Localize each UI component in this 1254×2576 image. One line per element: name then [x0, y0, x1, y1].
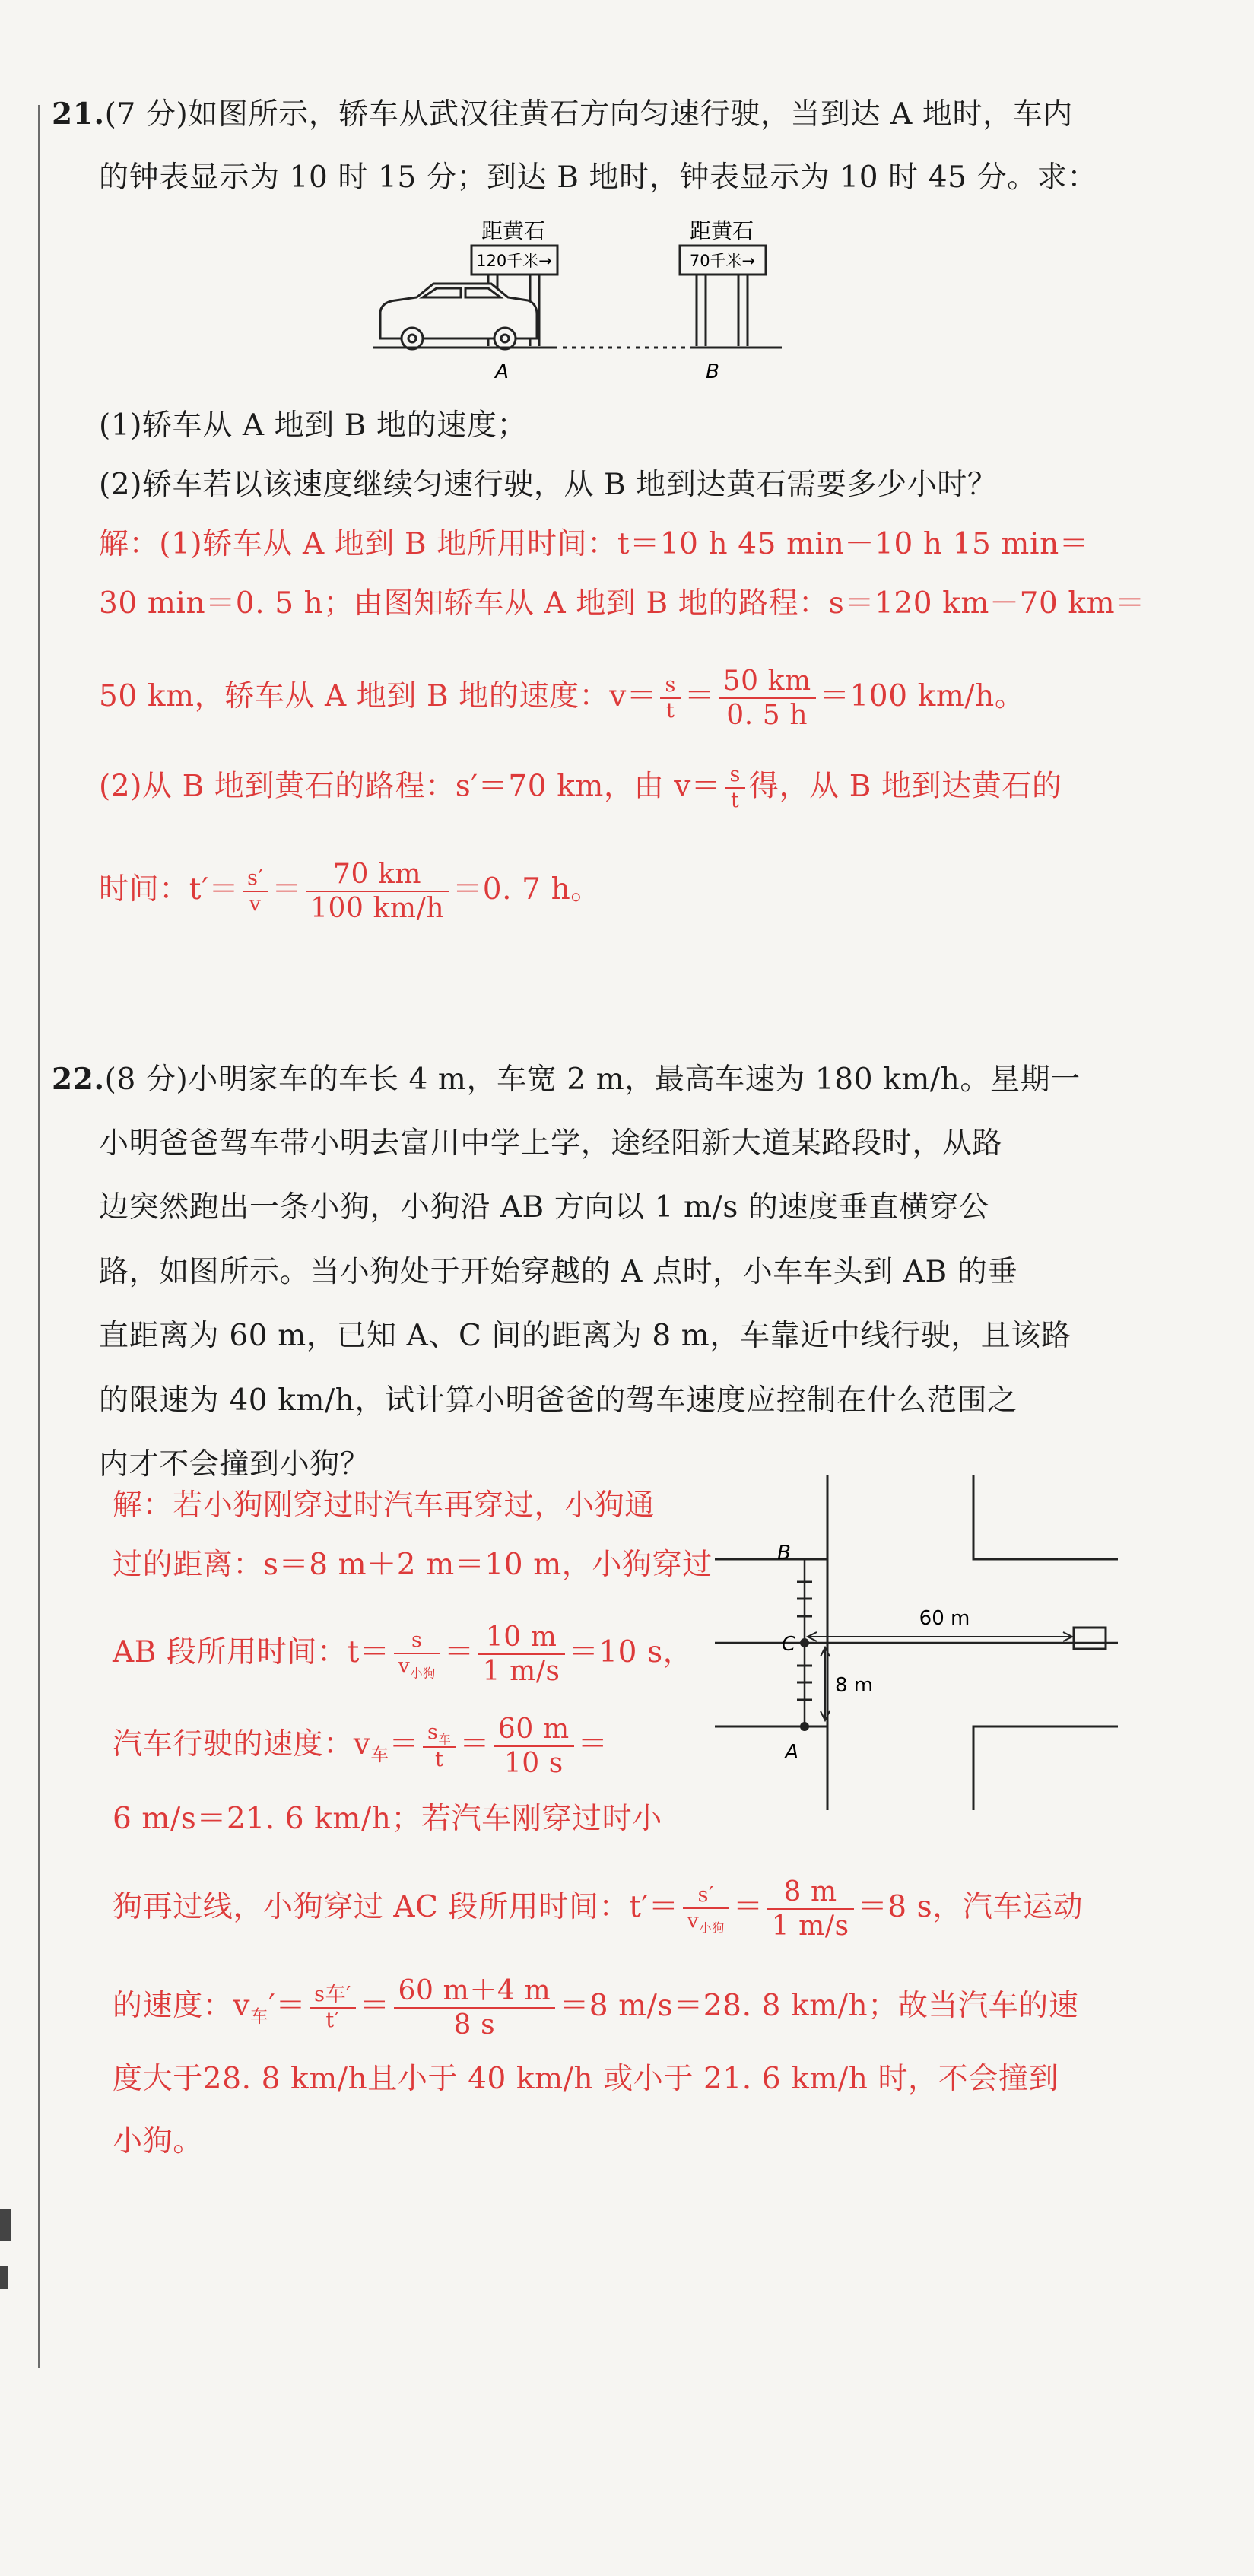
- q21-sub-1: (1)轿车从 A 地到 B 地的速度；: [99, 408, 528, 443]
- q22-line-6: 的限速为 40 km/h，试计算小明爸爸的驾车速度应控制在什么范围之: [99, 1383, 1017, 1418]
- label-b: B: [706, 361, 719, 383]
- denominator: v: [249, 892, 262, 916]
- sol-text: ＝0. 7 h。: [452, 872, 601, 907]
- numerator: 10 m: [478, 1621, 565, 1655]
- denominator: 8 s: [453, 2009, 496, 2041]
- fraction: [767, 1876, 854, 1942]
- denominator: t: [665, 699, 675, 723]
- sol-text: ＝8 m/s＝28. 8 km/h；故当汽车的速: [559, 1989, 1079, 2024]
- denominator: [394, 1654, 440, 1681]
- label-a: A: [495, 361, 509, 383]
- sol-text: ＝: [459, 1727, 490, 1762]
- q22-number: 22.: [52, 1062, 105, 1097]
- sign1-value: 120千米→: [476, 252, 552, 270]
- fraction: [719, 665, 816, 732]
- point-a: [800, 1722, 809, 1731]
- fraction: [243, 866, 268, 917]
- fraction: [394, 1628, 440, 1681]
- edge-mark: [0, 2209, 11, 2241]
- q21-sol-2: 30 min＝0. 5 h；由图知轿车从 A 地到 B 地的路程：s＝120 km－70 km＝: [99, 586, 1145, 621]
- sol-text: (2)从 B 地到黄石的路程：s′＝70 km，由 v＝: [99, 769, 722, 804]
- q22-sol-5: 6 m/s＝21. 6 km/h；若汽车刚穿过时小: [113, 1802, 662, 1836]
- sol-text: ＝8 s，汽车运动: [857, 1890, 1084, 1925]
- q22-sol-7: [113, 1974, 1078, 2041]
- q21-sub-2: (2)轿车若以该速度继续匀速行驶，从 B 地到达黄石需要多少小时？: [99, 468, 998, 502]
- sol-text: ＝: [389, 1727, 420, 1762]
- margin-line: [38, 105, 40, 2368]
- q22-line-7: 内才不会撞到小狗？: [99, 1447, 370, 1482]
- label-a: A: [785, 1741, 798, 1764]
- q22-sol-8: 度大于28. 8 km/h且小于 40 km/h 或小于 21. 6 km/h 时，不会撞到: [113, 2062, 1059, 2096]
- q21-sol-3: [99, 665, 1024, 732]
- q21-stem-1: (7 分)如图所示，轿车从武汉往黄石方向匀速行驶，当到达 A 地时，车内: [104, 97, 1073, 132]
- sign2-title: 距黄石: [689, 218, 754, 243]
- numerator: s′: [243, 866, 268, 892]
- sol-text: ＝: [732, 1890, 764, 1925]
- q22-sol-6: [113, 1876, 1083, 1942]
- denominator: [683, 1909, 729, 1936]
- q22-sol-2: 过的距离：s＝8 m＋2 m＝10 m，小狗穿过: [113, 1548, 713, 1582]
- q21-figure: [373, 217, 814, 388]
- numerator: 8 m: [767, 1876, 854, 1910]
- numerator: [423, 1720, 456, 1749]
- q22-line-4: 路，如图所示。当小狗处于开始穿越的 A 点时，小车车头到 AB 的垂: [99, 1255, 1017, 1289]
- sol-sub: 车: [370, 1743, 389, 1765]
- sol-sub: 车: [250, 2005, 269, 2027]
- sign1-title: 距黄石: [481, 218, 546, 243]
- edge-mark: [0, 2266, 8, 2289]
- dist-60: 60 m: [919, 1607, 970, 1630]
- q22-sol-1: 解：若小狗刚穿过时汽车再穿过，小狗通: [113, 1488, 655, 1523]
- dist-8: 8 m: [835, 1674, 874, 1697]
- denominator: t: [434, 1748, 444, 1772]
- denominator: 100 km/h: [310, 893, 445, 925]
- q22-line-2: 小明爸爸驾车带小明去富川中学上学，途经阳新大道某路段时，从路: [99, 1126, 1003, 1161]
- fraction: [394, 1974, 556, 2041]
- q21-sol-4: [99, 763, 1062, 814]
- q22-sol-4: [113, 1713, 608, 1780]
- q21-sol-1: 解：(1)轿车从 A 地到 B 地所用时间：t＝10 h 45 min－10 h 15 min＝: [99, 527, 1090, 561]
- sol-text: ＝: [359, 1989, 390, 2024]
- label-b: B: [777, 1542, 791, 1564]
- denominator: 0. 5 h: [726, 700, 808, 732]
- sol-text: 50 km，轿车从 A 地到 B 地的速度：v＝: [99, 679, 657, 714]
- sol-text: ＝: [443, 1635, 475, 1670]
- numerator: 70 km: [306, 858, 449, 892]
- q21-line-1: [52, 94, 1073, 135]
- label-c: C: [781, 1633, 795, 1656]
- num-sub: 车: [438, 1731, 452, 1746]
- num-main: s: [427, 1720, 439, 1744]
- fraction: [310, 1983, 356, 2034]
- fraction: [494, 1713, 574, 1780]
- den-main: v: [398, 1653, 411, 1678]
- q22-stem: (8 分)小明家车的车长 4 m，车宽 2 m，最高车速为 180 km/h。星期一: [104, 1062, 1081, 1097]
- q21-number: 21.: [52, 97, 105, 132]
- q22-line-5: 直距离为 60 m，已知 A、C 间的距离为 8 m，车靠近中线行驶，且该路: [99, 1319, 1071, 1353]
- numerator: 60 m: [494, 1713, 574, 1747]
- sol-text: AB 段所用时间：t＝: [113, 1635, 390, 1670]
- numerator: s′: [683, 1883, 729, 1909]
- car-icon: [1074, 1628, 1106, 1649]
- numerator: s: [660, 673, 680, 699]
- fraction: [725, 763, 744, 814]
- sol-text: ＝: [271, 872, 302, 907]
- car-icon: [380, 284, 537, 349]
- denominator: t: [730, 789, 740, 813]
- fraction: [306, 858, 449, 925]
- sol-text: 得，从 B 地到达黄石的: [748, 769, 1062, 804]
- q21-line-2: 的钟表显示为 10 时 15 分；到达 B 地时，钟表显示为 10 时 45 分。求：: [99, 160, 1097, 195]
- denominator: 1 m/s: [771, 1911, 849, 1942]
- den-sub: 小狗: [410, 1666, 436, 1681]
- sol-text: ＝10 s，: [568, 1635, 694, 1670]
- sol-text: 狗再过线，小狗穿过 AC 段所用时间：t′＝: [113, 1890, 679, 1925]
- numerator: 50 km: [719, 665, 816, 699]
- numerator: s车′: [310, 1983, 356, 2009]
- sol-text: ＝: [684, 679, 715, 714]
- q22-line-3: 边突然跑出一条小狗，小狗沿 AB 方向以 1 m/s 的速度垂直横穿公: [99, 1190, 989, 1224]
- numerator: s: [394, 1628, 440, 1654]
- q22-figure: [715, 1475, 1118, 1810]
- point-c: [800, 1638, 809, 1647]
- fraction: [423, 1720, 456, 1773]
- sol-text: ＝100 km/h。: [819, 679, 1025, 714]
- denominator: 10 s: [503, 1748, 564, 1780]
- sign2-value: 70千米→: [689, 252, 756, 270]
- denominator: 1 m/s: [482, 1656, 560, 1688]
- fraction: [683, 1883, 729, 1936]
- q22-sol-9: 小狗。: [113, 2124, 203, 2158]
- fraction: [478, 1621, 565, 1688]
- sol-text: 汽车行驶的速度：v: [113, 1727, 371, 1762]
- q21-sol-5: [99, 858, 601, 925]
- numerator: 60 m＋4 m: [394, 1974, 556, 2009]
- numerator: s: [725, 763, 744, 789]
- den-sub: 小狗: [699, 1920, 725, 1936]
- fraction: [660, 673, 680, 724]
- q22-line-1: [52, 1059, 1081, 1100]
- sol-text: 的速度：v: [113, 1989, 251, 2024]
- denominator: t′: [325, 2009, 340, 2033]
- sol-text: ′＝: [268, 1989, 306, 2024]
- q22-sol-3: [113, 1621, 693, 1688]
- den-main: v: [687, 1908, 700, 1933]
- sol-text: ＝: [577, 1727, 608, 1762]
- sol-text: 时间：t′＝: [99, 872, 240, 907]
